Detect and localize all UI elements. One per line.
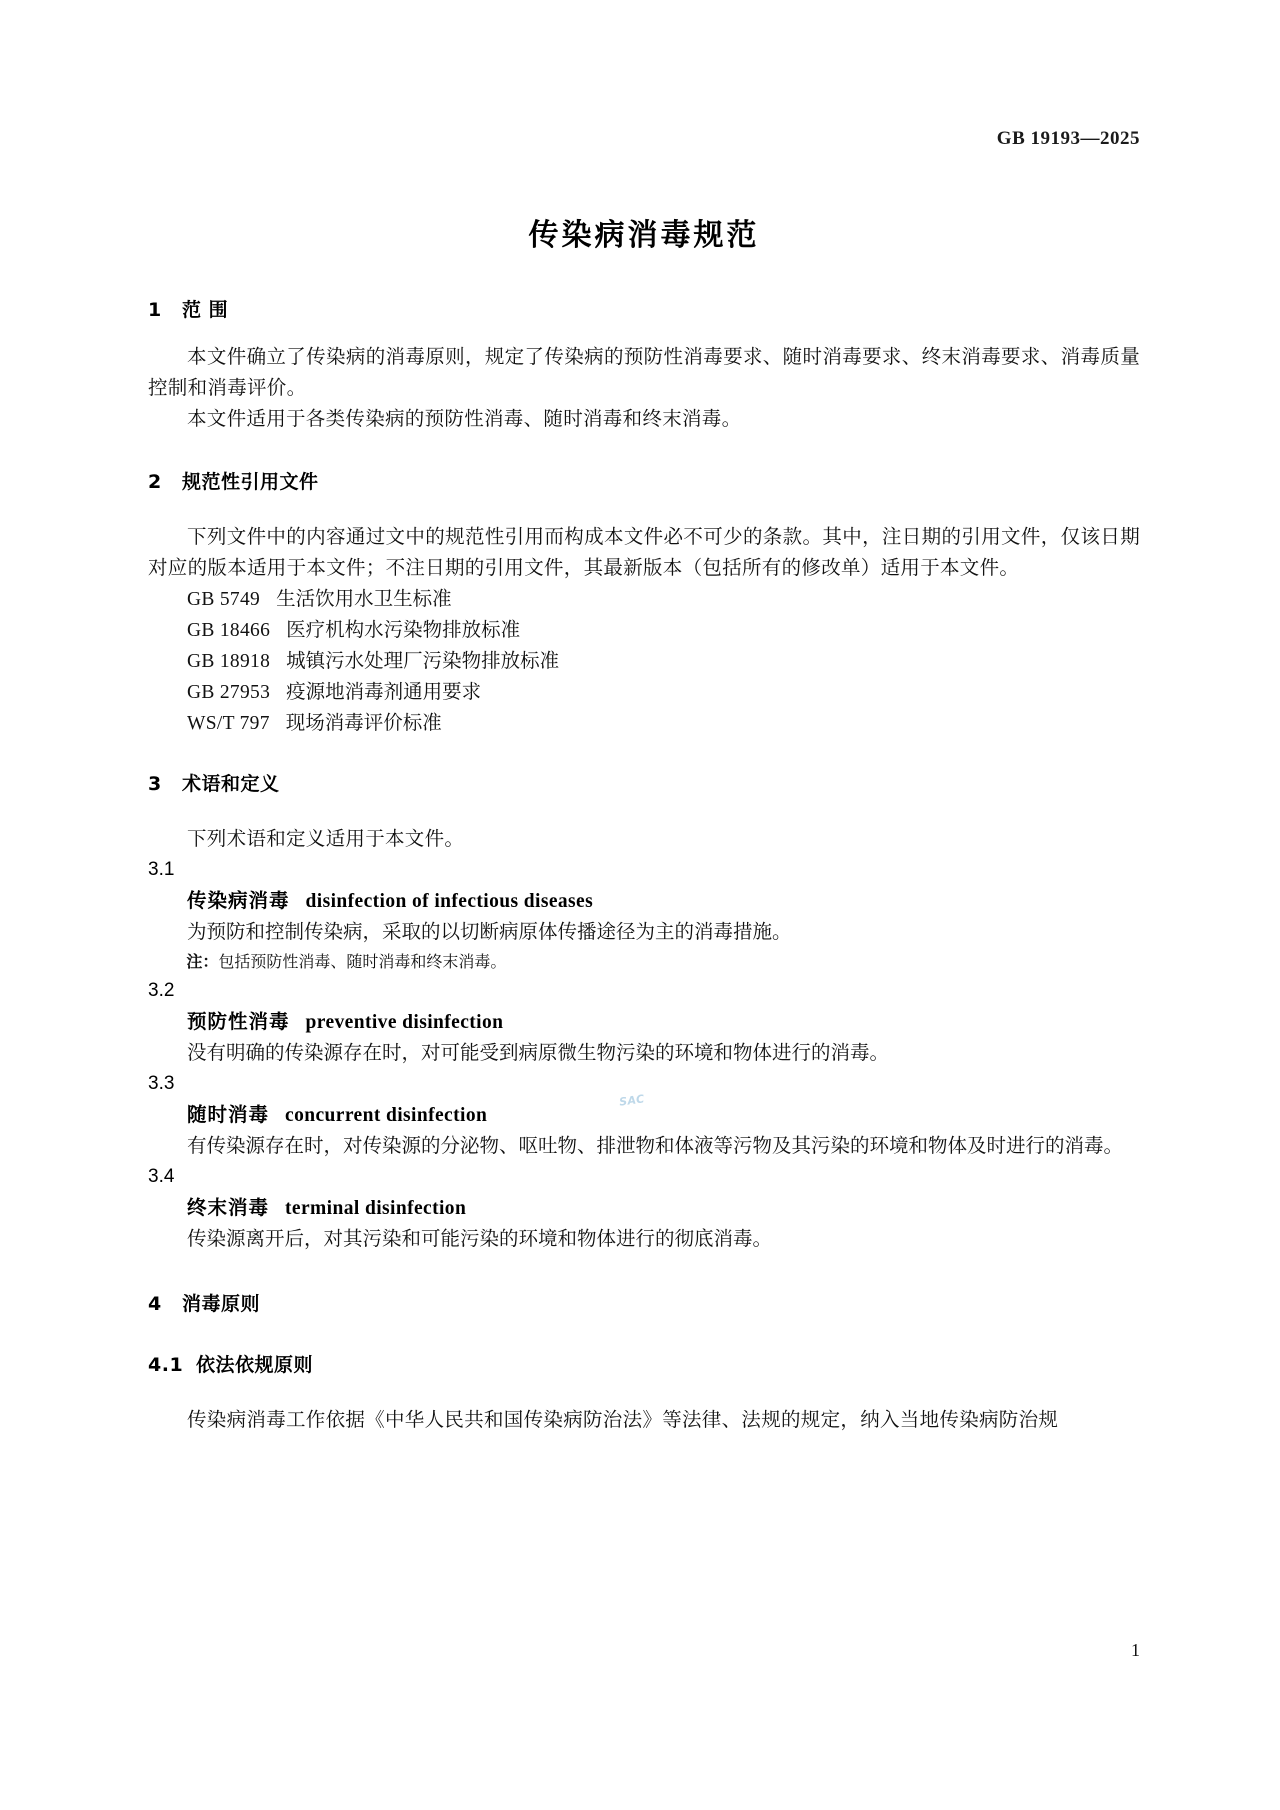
term-definition-3-2: 没有明确的传染源存在时，对可能受到病原微生物污染的环境和物体进行的消毒。 (187, 1043, 890, 1064)
reference-title: 城镇污水处理厂污染物排放标准 (286, 651, 560, 672)
section-3-paragraph-1: 下列术语和定义适用于本文件。 (187, 829, 465, 850)
reference-title: 现场消毒评价标准 (285, 713, 442, 734)
term-cn-3-4: 终末消毒 (187, 1196, 270, 1219)
section-title-3: 术语和定义 (182, 773, 280, 795)
reference-code: GB 27953 (187, 682, 271, 703)
section-title-2: 规范性引用文件 (182, 471, 319, 493)
term-number-3-3: 3.3 (148, 1073, 175, 1094)
subsection-title-4-1: 依法依规原则 (196, 1354, 314, 1376)
reference-code: GB 18466 (187, 620, 271, 641)
section-number-3: 3 (148, 773, 162, 795)
reference-item (148, 615, 1140, 646)
reference-code: GB 18918 (187, 651, 271, 672)
reference-title: 生活饮用水卫生标准 (276, 589, 452, 610)
term-en-3-3: concurrent disinfection (285, 1105, 488, 1126)
subsection-heading-4-1 (148, 1350, 1140, 1377)
reference-code: WS/T 797 (187, 713, 270, 734)
term-number-3-2: 3.2 (148, 980, 175, 1001)
note-label: 注： (186, 952, 219, 971)
section-heading-4 (148, 1289, 1140, 1316)
reference-item (148, 646, 1140, 677)
section-number-2: 2 (148, 471, 162, 493)
term-cn-3-1: 传染病消毒 (187, 889, 290, 912)
term-en-3-2: preventive disinfection (305, 1012, 504, 1033)
reference-item (148, 708, 1140, 739)
reference-code: GB 5749 (187, 589, 261, 610)
term-definition-3-3: 有传染源存在时，对传染源的分泌物、呕吐物、排泄物和体液等污物及其污染的环境和物体及时进行的消毒。 (187, 1136, 1124, 1157)
section-1-paragraph-2: 本文件适用于各类传染病的预防性消毒、随时消毒和终末消毒。 (187, 409, 742, 430)
term-cn-3-3: 随时消毒 (187, 1103, 270, 1126)
term-en-3-1: disinfection of infectious diseases (305, 891, 594, 912)
term-heading-3-2 (148, 1006, 1140, 1038)
document-body (148, 295, 1140, 1436)
section-number-4: 4 (148, 1293, 162, 1315)
section-title-4: 消毒原则 (182, 1293, 261, 1315)
section-heading-2 (148, 467, 1140, 494)
normative-references-list (148, 584, 1140, 739)
note-text: 包括预防性消毒、随时消毒和终末消毒。 (218, 954, 507, 971)
section-heading-3 (148, 769, 1140, 796)
section-1-paragraph-1: 本文件确立了传染病的消毒原则，规定了传染病的预防性消毒要求、随时消毒要求、终末消毒要求、消毒质量控制和消毒评价。 (148, 347, 1140, 399)
standard-code-header: GB 19193—2025 (996, 128, 1140, 149)
page-number: 1 (1131, 1640, 1140, 1660)
term-definition-3-1: 为预防和控制传染病，采取的以切断病原体传播途径为主的消毒措施。 (187, 922, 792, 943)
document-title: 传染病消毒规范 (528, 218, 760, 253)
section-number-1: 1 (148, 299, 162, 321)
term-definition-3-4: 传染源离开后，对其污染和可能污染的环境和物体进行的彻底消毒。 (187, 1229, 773, 1250)
reference-title: 医疗机构水污染物排放标准 (286, 620, 521, 641)
term-number-3-1: 3.1 (148, 859, 175, 880)
term-cn-3-2: 预防性消毒 (187, 1010, 290, 1033)
section-2-paragraph-1: 下列文件中的内容通过文中的规范性引用而构成本文件必不可少的条款。其中，注日期的引用文件，仅该日期对应的版本适用于本文件；不注日期的引用文件，其最新版本（包括所有的修改单）适用于本文件。 (148, 527, 1140, 579)
reference-title: 疫源地消毒剂通用要求 (286, 682, 482, 703)
section-heading-1 (148, 295, 1140, 322)
section-title-1: 范 围 (182, 299, 229, 321)
subsection-number-4-1: 4.1 (148, 1354, 184, 1376)
reference-item (148, 584, 1140, 615)
term-heading-3-1 (148, 885, 1140, 917)
watermark-logo: SAC (618, 1092, 646, 1109)
term-note-3-1 (148, 948, 1140, 976)
term-en-3-4: terminal disinfection (285, 1198, 467, 1219)
term-heading-3-4 (148, 1192, 1140, 1224)
reference-item (148, 677, 1140, 708)
section-4-1-paragraph-1: 传染病消毒工作依据《中华人民共和国传染病防治法》等法律、法规的规定，纳入当地传染病防治规 (187, 1410, 1059, 1431)
term-number-3-4: 3.4 (148, 1166, 175, 1187)
